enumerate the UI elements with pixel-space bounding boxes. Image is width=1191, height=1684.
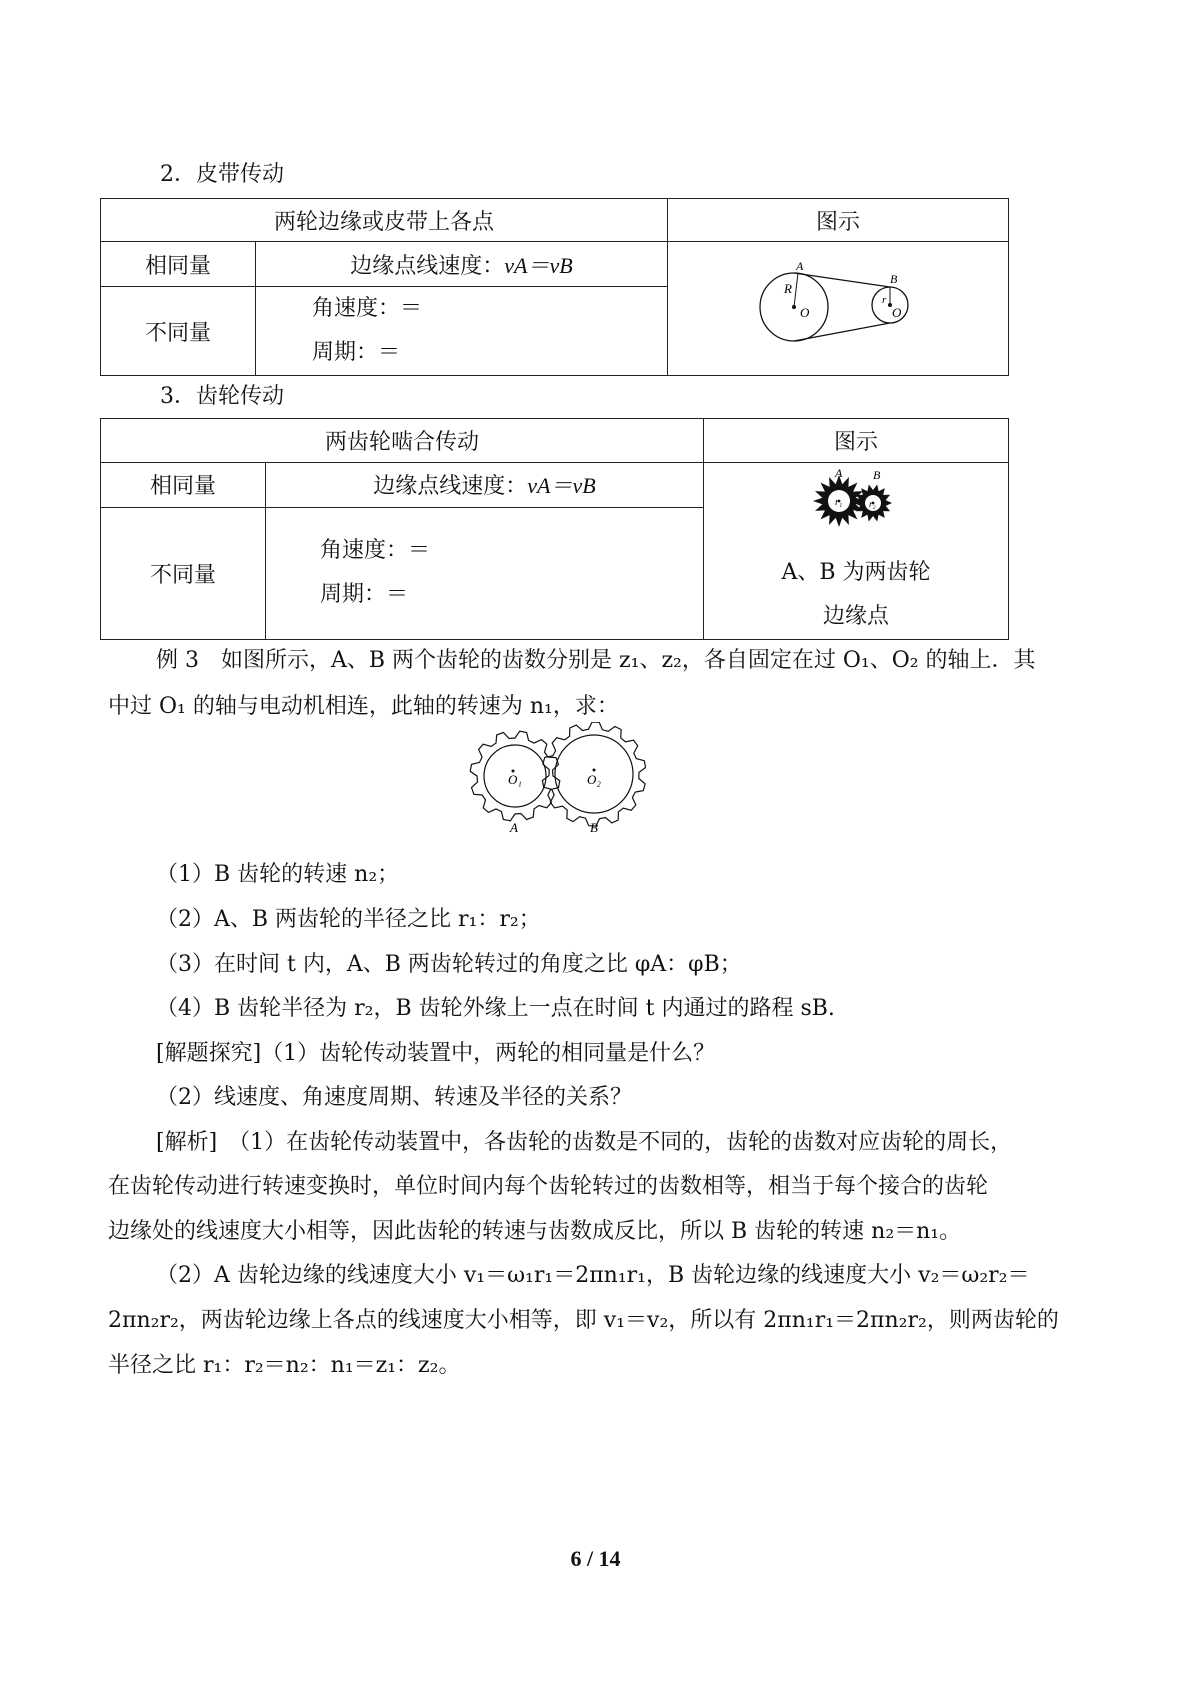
belt-label-O1: O — [800, 304, 810, 320]
question-1: （1）B 齿轮的转速 n₂； — [156, 862, 400, 887]
belt-header-points: 两轮边缘或皮带上各点 — [101, 199, 668, 242]
belt-period: 周期：＝ — [312, 340, 401, 365]
page-number: 6 / 14 — [570, 1546, 621, 1571]
belt-header-figure: 图示 — [668, 199, 1009, 242]
fig-label-a: A — [510, 820, 518, 835]
gear-period: 周期：＝ — [320, 582, 409, 608]
fig-label-o2: O₂ — [587, 772, 601, 787]
gear-same-label: 相同量 — [101, 463, 266, 508]
gear-angular-velocity: 角速度：＝ — [320, 538, 431, 564]
gear-label-a: A — [835, 466, 843, 480]
small-gears-diagram — [801, 465, 911, 531]
gear-diagram-cell — [704, 463, 1009, 640]
gear-section-title: 3．齿轮传动 — [160, 384, 284, 409]
gear-header-mesh: 两齿轮啮合传动 — [101, 419, 704, 463]
analysis-2c: 半径之比 r₁：r₂＝n₂：n₁＝z₁：z₂。 — [108, 1353, 461, 1378]
example-gears-figure — [466, 722, 646, 840]
belt-angular-velocity: 角速度：＝ — [312, 296, 423, 321]
gear-label-r1: r₁ — [835, 497, 843, 508]
belt-same-label: 相同量 — [101, 242, 256, 287]
analysis-1b: 在齿轮传动进行转速变换时，单位时间内每个齿轮转过的齿数相等，相当于每个接合的齿轮 — [108, 1174, 989, 1199]
fig-label-b: B — [590, 820, 598, 835]
belt-pulley-diagram — [758, 261, 918, 351]
analysis-2b: 2πn₂r₂，两齿轮边缘上各点的线速度大小相等，即 v₁＝v₂，所以有 2πn₁r₁＝2πn₂r₂，则两齿轮的 — [108, 1308, 1059, 1333]
belt-label-O2: O — [892, 304, 902, 320]
belt-label-r: r — [882, 293, 887, 306]
gear-caption-line1: A、B 为两齿轮 — [781, 560, 931, 585]
gear-label-r2: r₂ — [869, 499, 876, 509]
belt-table — [100, 198, 1009, 376]
question-2: （2）A、B 两齿轮的半径之比 r₁：r₂； — [156, 907, 541, 932]
question-3: （3）在时间 t 内，A、B 两齿轮转过的角度之比 φA：φB； — [156, 952, 742, 977]
fig-label-o1: O₁ — [508, 772, 522, 787]
explore-2: （2）线速度、角速度周期、转速及半径的关系？ — [156, 1085, 632, 1110]
analysis-2a: （2）A 齿轮边缘的线速度大小 v₁＝ω₁r₁＝2πn₁r₁，B 齿轮边缘的线速度大小 v₂＝ω₂r₂＝ — [156, 1263, 1030, 1288]
analysis-1a: [解析] （1）在齿轮传动装置中，各齿轮的齿数是不同的，齿轮的齿数对应齿轮的周长， — [156, 1130, 1013, 1155]
belt-diff-value — [256, 287, 668, 376]
belt-label-R: R — [784, 280, 792, 296]
belt-diagram-cell — [668, 242, 1009, 376]
belt-label-b: B — [890, 271, 898, 286]
example-line-2: 中过 O₁ 的轴与电动机相连，此轴的转速为 n₁，求： — [108, 694, 619, 719]
example-line-1: 例 3 如图所示，A、B 两个齿轮的齿数分别是 z₁、z₂，各自固定在过 O₁、O₂ 的轴上．其 — [156, 648, 1036, 673]
belt-same-value: 边缘点线速度：vA＝vB — [256, 242, 668, 287]
belt-section-title: 2．皮带传动 — [160, 162, 284, 187]
question-4: （4）B 齿轮半径为 r₂，B 齿轮外缘上一点在时间 t 内通过的路程 sB. — [156, 996, 835, 1021]
belt-label-a: A — [796, 260, 804, 273]
gear-diff-label: 不同量 — [101, 507, 266, 639]
gear-diff-value — [266, 507, 704, 639]
analysis-1c: 边缘处的线速度大小相等，因此齿轮的转速与齿数成反比，所以 B 齿轮的转速 n₂＝n₁。 — [108, 1219, 962, 1244]
gear-caption-line2: 边缘点 — [823, 604, 890, 629]
gear-header-figure: 图示 — [704, 419, 1009, 463]
gear-same-value: 边缘点线速度：vA＝vB — [266, 463, 704, 508]
gear-table — [100, 418, 1009, 640]
belt-diff-label: 不同量 — [101, 287, 256, 376]
explore-1: [解题探究]（1）齿轮传动装置中，两轮的相同量是什么？ — [156, 1041, 716, 1066]
gear-label-b: B — [873, 468, 881, 482]
